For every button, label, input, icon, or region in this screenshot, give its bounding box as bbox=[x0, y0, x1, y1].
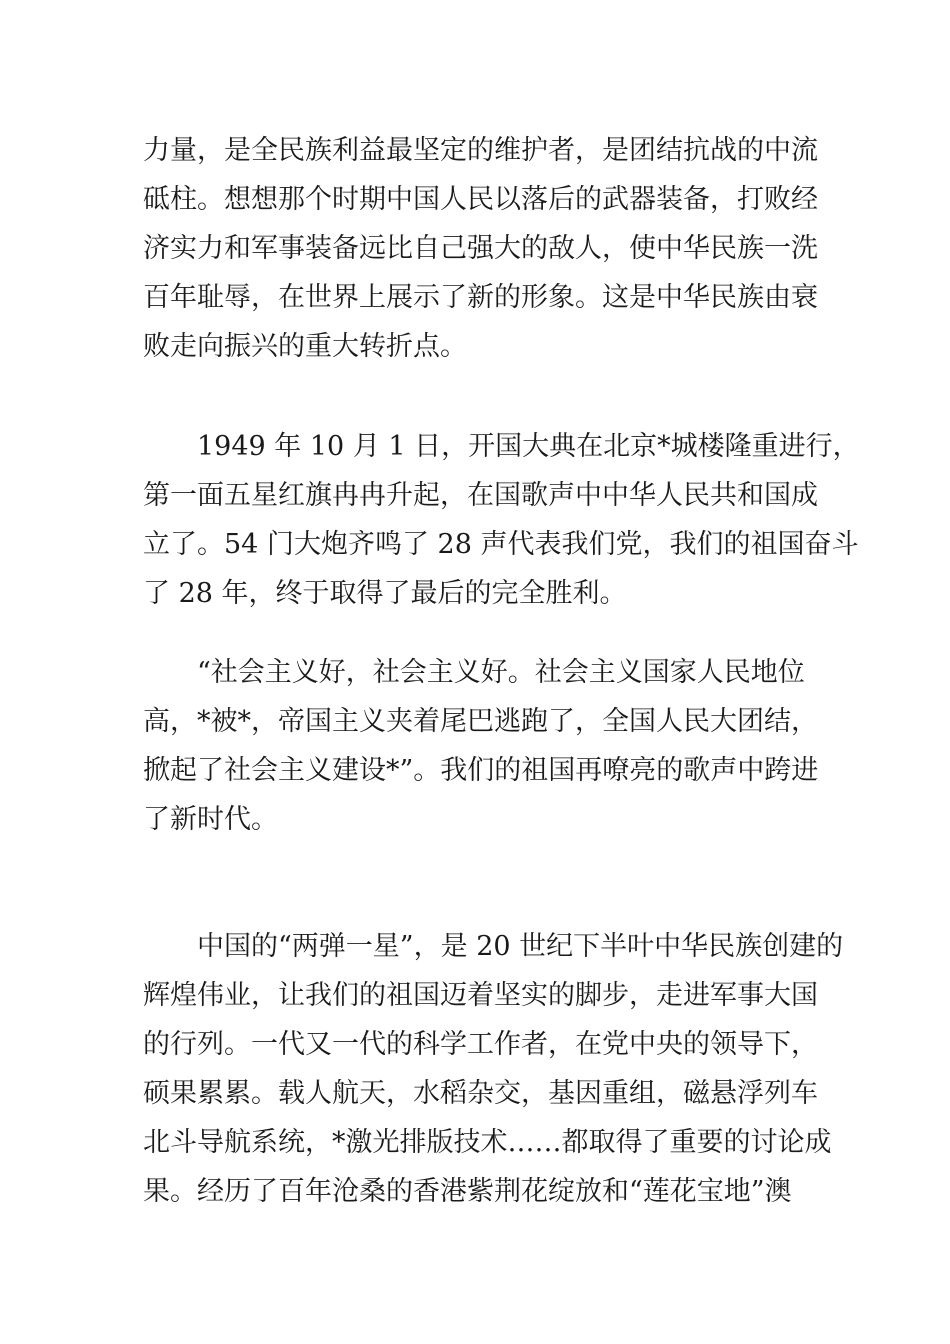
paragraph-line: 果。经历了百年沧桑的香港紫荆花绽放和“莲花宝地”澳 bbox=[143, 1176, 792, 1207]
paragraph-line: 掀起了社会主义建设*”。我们的祖国再嘹亮的歌声中跨进 bbox=[143, 755, 819, 786]
paragraph-line: 硕果累累。载人航天，水稻杂交，基因重组，磁悬浮列车 bbox=[143, 1078, 818, 1109]
paragraph-line: 中国的“两弹一星”，是 20 世纪下半叶中华民族创建的 bbox=[143, 931, 844, 962]
paragraph-3 bbox=[143, 648, 819, 844]
paragraph-line: 济实力和军事装备远比自己强大的敌人，使中华民族一洗 bbox=[143, 233, 818, 264]
paragraph-4 bbox=[143, 922, 844, 1216]
paragraph-line: “社会主义好，社会主义好。社会主义国家人民地位 bbox=[143, 657, 805, 688]
paragraph-line: 辉煌伟业，让我们的祖国迈着坚实的脚步，走进军事大国 bbox=[143, 980, 818, 1011]
paragraph-line: 了新时代。 bbox=[143, 804, 278, 835]
paragraph-1 bbox=[143, 126, 818, 371]
paragraph-line: 力量，是全民族利益最坚定的维护者，是团结抗战的中流 bbox=[143, 135, 818, 166]
paragraph-line: 了 28 年，终于取得了最后的完全胜利。 bbox=[143, 578, 627, 609]
paragraph-line: 北斗导航系统，*激光排版技术……都取得了重要的讨论成 bbox=[143, 1127, 832, 1158]
paragraph-line: 立了。54 门大炮齐鸣了 28 声代表我们党，我们的祖国奋斗 bbox=[143, 529, 859, 560]
paragraph-line: 第一面五星红旗冉冉升起，在国歌声中中华人民共和国成 bbox=[143, 480, 818, 511]
paragraph-2 bbox=[143, 422, 860, 618]
paragraph-line: 的行列。一代又一代的科学工作者，在党中央的领导下， bbox=[143, 1029, 818, 1060]
paragraph-line: 1949 年 10 月 1 日，开国大典在北京*城楼隆重进行， bbox=[143, 431, 860, 462]
paragraph-line: 百年耻辱，在世界上展示了新的形象。这是中华民族由衰 bbox=[143, 282, 818, 313]
paragraph-line: 高，*被*，帝国主义夹着尾巴逃跑了，全国人民大团结， bbox=[143, 706, 818, 737]
paragraph-line: 砥柱。想想那个时期中国人民以落后的武器装备，打败经 bbox=[143, 184, 818, 215]
paragraph-line: 败走向振兴的重大转折点。 bbox=[143, 331, 467, 362]
